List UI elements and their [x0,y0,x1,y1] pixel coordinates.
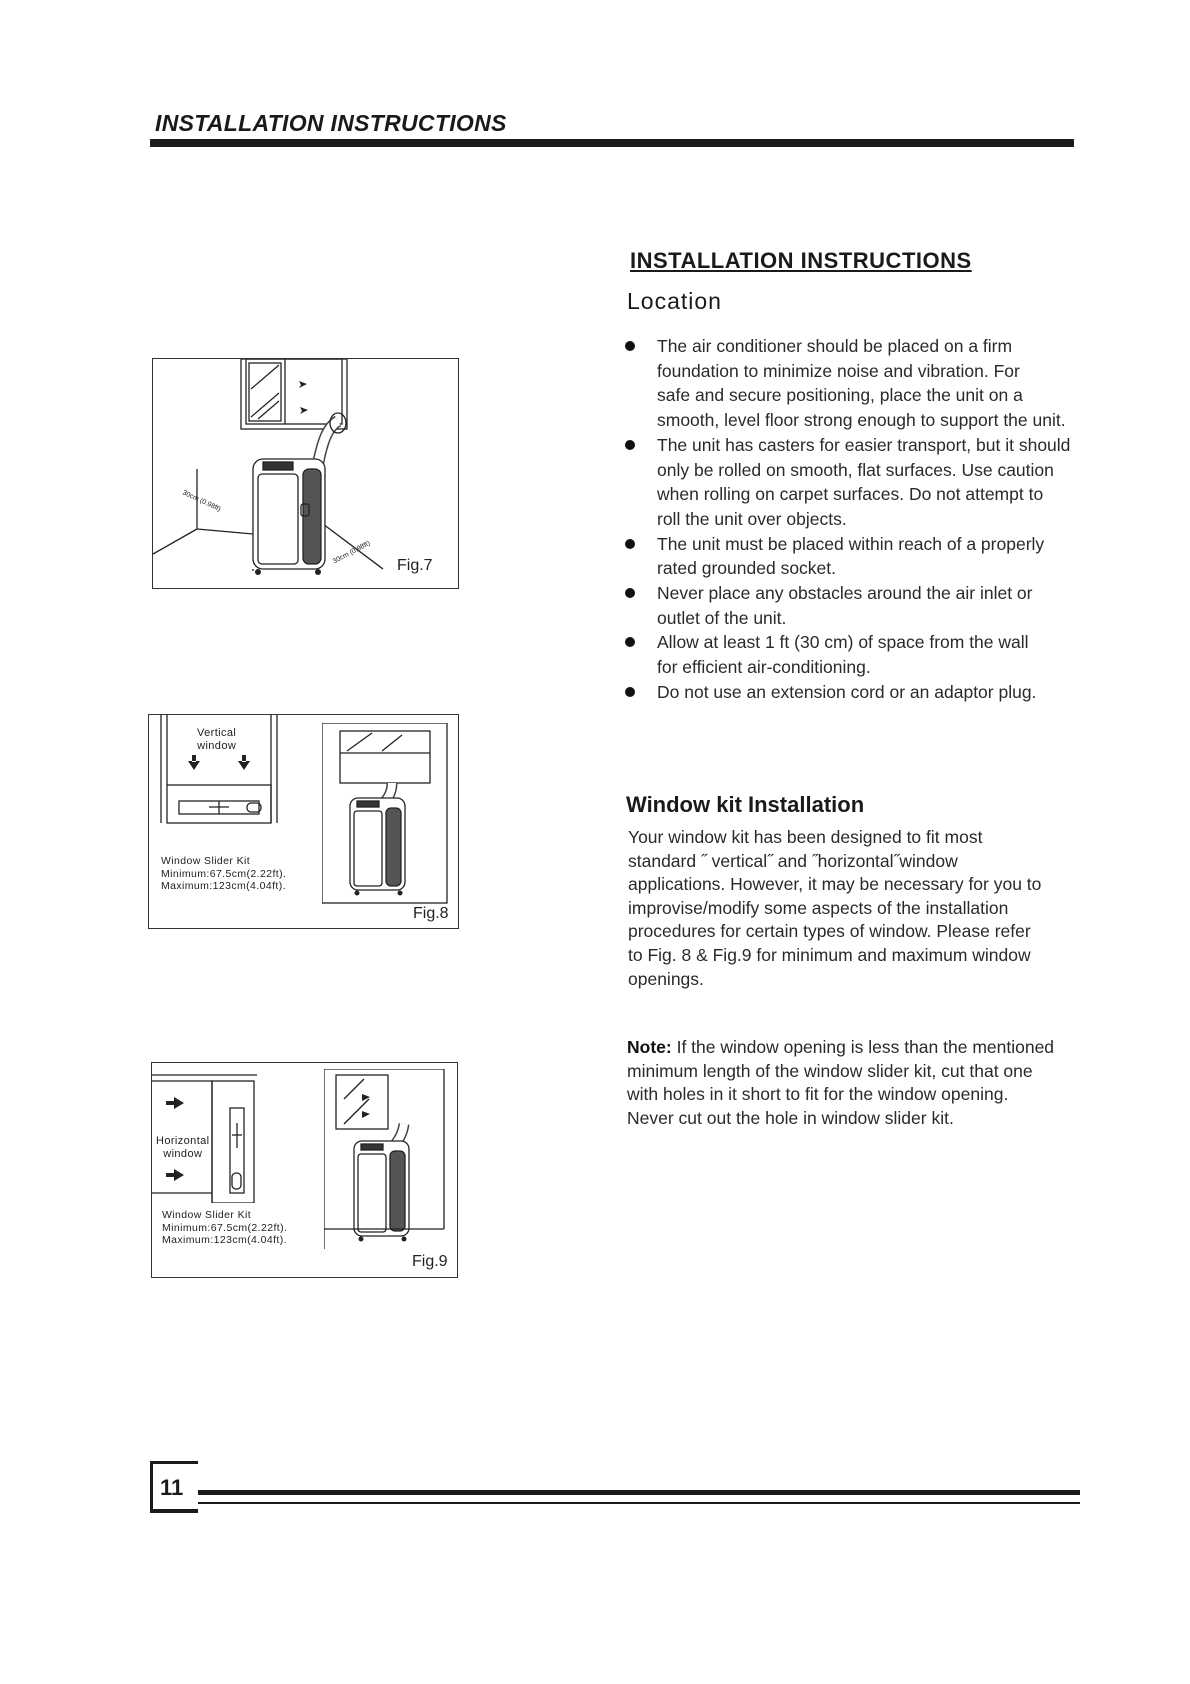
bullet-icon [625,341,635,351]
fig8-label: Fig.8 [413,905,449,922]
list-item [625,334,1125,433]
list-item-line: when rolling on carpet surfaces. Do not attempt to [657,484,1044,505]
figure-8 [148,714,459,929]
list-item-line: Allow at least 1 ft (30 cm) of space from the wall [657,632,1029,653]
bullet-icon [625,687,635,697]
paragraph-line: openings. [628,968,704,989]
bullet-icon [625,440,635,450]
fig7-label: Fig.7 [397,557,433,574]
fig9-kit-note [162,1209,287,1247]
list-item-line: safe and secure positioning, place the unit on a [657,385,1023,406]
note-label: Note: [627,1037,672,1057]
fig7-dimension-left: 30cm (0.98ft) [181,489,222,514]
paragraph-line: applications. However, it may be necessary for you to [628,874,1042,895]
fig8-window-type-label [197,727,236,752]
fig9-window-type-label [156,1135,210,1160]
fig9-left-illustration [152,1063,262,1203]
fig9-kit-max: Maximum:123cm(4.04ft). [162,1234,287,1246]
list-item-line: outlet of the unit. [657,607,787,628]
bullet-icon [625,637,635,647]
fig8-kit-title: Window Slider Kit [161,855,251,867]
fig7-illustration [153,359,458,588]
paragraph-line [627,1036,1117,1060]
list-item-line: roll the unit over objects. [657,508,847,529]
fig9-kit-min: Minimum:67.5cm(2.22ft). [162,1221,288,1234]
footer-rule [198,1490,1080,1504]
fig9-window-type-line: window [163,1147,203,1160]
list-item-line: The unit must be placed within reach of a properly [657,533,1045,554]
bullet-icon [625,539,635,549]
list-item-line: rated grounded socket. [657,558,837,579]
section-title: INSTALLATION INSTRUCTIONS [630,248,972,273]
list-item-line: The unit has casters for easier transport, but it should [657,434,1071,455]
figure-9 [151,1062,458,1278]
note-text: If the window opening is less than the mentioned [671,1037,1055,1057]
paragraph-line: procedures for certain types of window. Please refer [628,921,1031,942]
fig8-window-type-line: Vertical [197,727,237,739]
fig8-window-type-line: window [197,739,237,752]
paragraph-line: Your window kit has been designed to fit most [628,827,983,847]
list-item [625,532,1125,581]
page-header-title: INSTALLATION INSTRUCTIONS [155,110,507,136]
fig7-dimension-right: 30cm (0.98ft) [331,539,372,566]
list-item-line: smooth, level floor strong enough to support the unit. [657,410,1066,431]
list-item-line: Never place any obstacles around the air inlet or [657,583,1033,604]
location-list [625,334,1125,705]
fig8-right-illustration [322,723,448,913]
list-item-line: Do not use an extension cord or an adaptor plug. [657,681,1037,702]
note-paragraph [627,1036,1117,1130]
paragraph-line: to Fig. 8 & Fig.9 for minimum and maximum window [628,944,1031,965]
figure-7 [152,358,459,589]
fig8-kit-min: Minimum:67.5cm(2.22ft). [161,867,287,880]
list-item [625,581,1125,630]
list-item [625,680,1125,705]
header-rule [150,139,1074,147]
bullet-icon [625,588,635,598]
fig9-right-illustration [324,1069,446,1254]
paragraph-line: Never cut out the hole in window slider kit. [627,1107,954,1128]
list-item [625,630,1125,679]
location-heading: Location [627,288,722,314]
paragraph-line: standard ˝ vertical˝ and ˝horizontal˝window [628,850,958,871]
fig8-kit-note [161,855,286,893]
paragraph-line: minimum length of the window slider kit, cut that one [627,1060,1033,1081]
list-item [625,433,1125,532]
paragraph-line: improvise/modify some aspects of the installation [628,897,1009,918]
window-kit-heading: Window kit Installation [626,792,865,817]
list-item-line: foundation to minimize noise and vibration. For [657,360,1020,381]
fig9-window-type-line: Horizontal [156,1135,210,1147]
window-kit-body [628,826,1118,991]
fig8-kit-max: Maximum:123cm(4.04ft). [161,880,286,892]
page-number: 11 [160,1475,184,1500]
list-item-line: for efficient air-conditioning. [657,657,871,678]
list-item-line: only be rolled on smooth, flat surfaces. Use caution [657,459,1054,480]
fig9-kit-title: Window Slider Kit [162,1209,252,1221]
list-item-line: The air conditioner should be placed on a firm [657,336,1013,356]
fig9-label: Fig.9 [412,1253,448,1270]
paragraph-line: with holes in it short to fit for the window opening. [627,1084,1009,1105]
